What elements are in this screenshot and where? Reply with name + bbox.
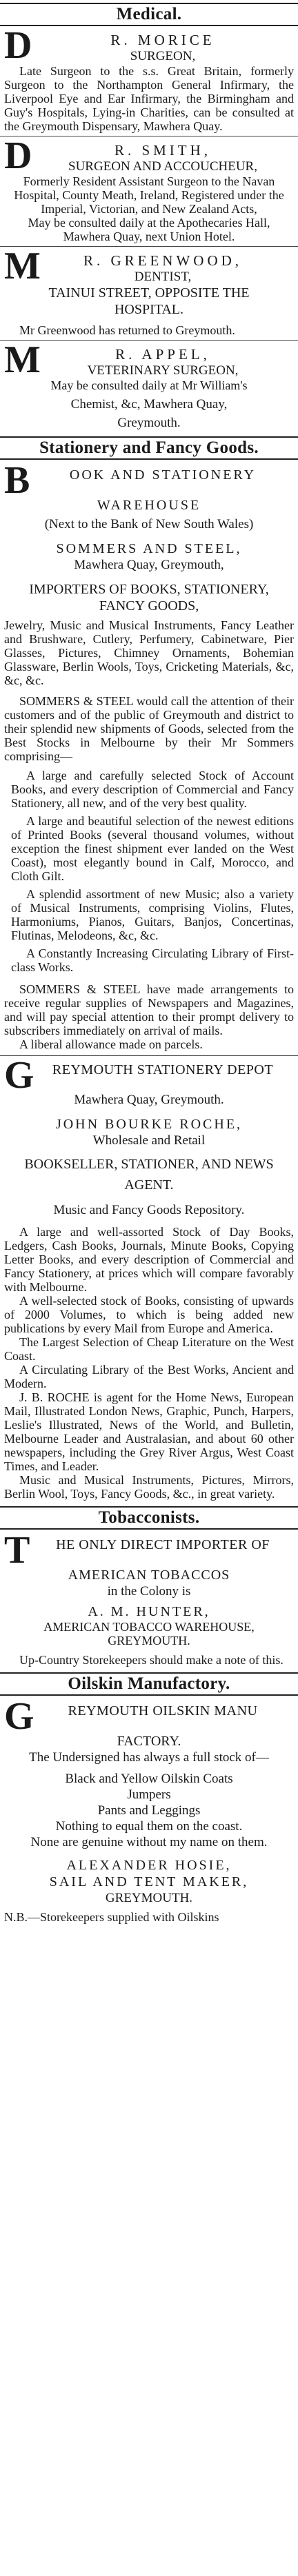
drop-cap: D	[4, 24, 32, 67]
advert-address: Mawhera Quay, Greymouth,	[74, 558, 224, 572]
advert-paragraph: A well-selected stock of Books, consisting of upwards of 2000 Volumes, to which is being added new publications by every Mail from Europe and America.	[4, 1294, 294, 1335]
advert-repository: Music and Fancy Goods Repository.	[53, 1203, 245, 1217]
advert-title: SURGEON AND ACCOUCHEUR,	[68, 159, 257, 174]
advert-title-2: WAREHOUSE	[97, 498, 201, 513]
advert-address: TAINUI STREET, OPPOSITE THE HOSPITAL.	[48, 285, 250, 317]
drop-cap: T	[4, 1529, 30, 1572]
advert-roche	[0, 1056, 298, 1501]
advert-name: ALEXANDER HOSIE,	[66, 1858, 232, 1873]
advert-title: OOK AND STATIONERY	[69, 467, 257, 483]
advert-intro: SOMMERS & STEEL would call the attention of their customers and of the public of Greymouth and district to their splendid new shipments of Goods, selected from the Best Stocks in Melbourne by their Mr Sommers comprising—	[4, 694, 294, 763]
advert-name: R. MORICE	[110, 32, 215, 48]
advert-importers: IMPORTERS OF BOOKS, STATIONERY, FANCY GOODS,	[29, 582, 269, 613]
advert-lines: Jewelry, Music and Musical Instruments, Fancy Leather and Brushware, Cutlery, Perfumery, Cabinetware, Pier Glasses, Pictures, Chimney Ornaments, Bohemian Glassware, Berlin Wools, Toys, Cricketing Materials, &c, &c, &c.	[4, 618, 294, 687]
advert-line: HE ONLY DIRECT IMPORTER OF	[56, 1537, 270, 1552]
advert-place: GREYMOUTH.	[105, 1891, 193, 1905]
advert-morice	[0, 26, 298, 133]
advert-body: May be consulted daily at Mr William's	[50, 378, 248, 392]
advert-arrangements: SOMMERS & STEEL have made arrangements to receive regular supplies of Newspapers and Magazines, and will pay special attention to their prompt delivery to subscribers immediately on arrival of mails.	[4, 982, 294, 1037]
drop-cap: G	[4, 1695, 34, 1738]
advert-body: Mr Greenwood has returned to Greymouth.	[19, 323, 235, 337]
advert-paragraph: The Largest Selection of Cheap Literature on the West Coast.	[4, 1335, 294, 1363]
advert-name: JOHN BOURKE ROCHE,	[55, 1117, 243, 1132]
drop-cap: M	[4, 338, 41, 381]
advert-body-2: Chemist, &c, Mawhera Quay,	[70, 397, 228, 412]
drop-cap: G	[4, 1054, 34, 1097]
advert-paragraph: Music and Musical Instruments, Pictures, Mirrors, Berlin Wool, Toys, Fancy Goods, &c., in great variety.	[4, 1473, 294, 1501]
advert-line-2: AMERICAN TOBACCOS	[68, 1568, 230, 1583]
advert-trade: SAIL AND TENT MAKER,	[49, 1874, 249, 1889]
list-item: A large and beautiful selection of the newest editions of Printed Books (several thousand volumes, without exception the finest shipment ever landed on the West Coast), most elegantly bound in Calf, Morocco, and Cloth Gilt.	[11, 814, 294, 883]
advert-name: R. GREENWOOD,	[83, 252, 243, 269]
advert-hosie	[0, 1696, 298, 1924]
advert-hunter	[0, 1530, 298, 1667]
advert-paragraph: A Circulating Library of the Best Works, Ancient and Modern.	[4, 1363, 294, 1390]
advert-trade-2: BOOKSELLER, STATIONER, AND NEWS AGENT.	[24, 1157, 274, 1193]
advert-name: R. SMITH,	[114, 142, 212, 159]
advert-supply: The Undersigned has always a full stock of—	[29, 1750, 269, 1765]
advert-goods: Jumpers	[127, 1787, 171, 1802]
advert-line-3: in the Colony is	[107, 1584, 191, 1599]
list-item: A large and carefully selected Stock of Account Books, and every description of Commercial and Fancy Stationery, all new, and of the very best quality.	[11, 769, 294, 810]
advert-location: (Next to the Bank of New South Wales)	[44, 517, 254, 531]
advert-title: SURGEON,	[130, 49, 196, 63]
advert-body: Late Surgeon to the s.s. Great Britain, formerly Surgeon to the Northampton General Infirmary, the Liverpool Eye and Ear Infirmary, the Birmingham and Guy's Hospitals, Lying-in Charities, can be consulted at the Greymouth Dispensary, Mawhera Quay.	[4, 64, 294, 133]
advert-allowance: A liberal allowance made on parcels.	[19, 1037, 203, 1051]
advert-title: DENTIST,	[134, 270, 192, 284]
drop-cap: M	[4, 245, 41, 287]
advert-body-3: Greymouth.	[117, 416, 181, 430]
advert-warehouse: AMERICAN TOBACCO WAREHOUSE, GREYMOUTH.	[43, 1620, 255, 1647]
advert-firm: SOMMERS AND STEEL,	[56, 541, 242, 556]
advert-line-2: FACTORY.	[117, 1734, 181, 1749]
advert-appel	[0, 338, 298, 431]
advert-address: Mawhera Quay, Greymouth.	[74, 1093, 224, 1107]
advert-guarantee: None are genuine without my name on them.	[30, 1835, 268, 1849]
list-item: A splendid assortment of new Music; also a variety of Musical Instruments, comprising Violins, Flutes, Harmoniums, Pianos, Guitars, Banjos, Concertinas, Flutinas, Melodeons, &c, &c.	[11, 887, 294, 942]
section-heading-stationery: Stationery and Fancy Goods.	[39, 438, 259, 457]
advert-goods: Black and Yellow Oilskin Coats	[65, 1772, 233, 1786]
advert-trade: Wholesale and Retail	[92, 1133, 206, 1148]
advert-note: Up-Country Storekeepers should make a note of this.	[19, 1653, 284, 1667]
section-heading-tobacconists: Tobacconists.	[98, 1508, 200, 1527]
advert-greenwood	[0, 247, 298, 337]
advert-goods: Pants and Leggings	[97, 1803, 201, 1818]
advert-title: REYMOUTH STATIONERY DEPOT	[52, 1062, 274, 1077]
drop-cap: D	[4, 134, 32, 177]
advert-smith	[0, 136, 298, 243]
drop-cap: B	[4, 459, 30, 502]
advert-consult: May be consulted daily at the Apothecaries Hall, Mawhera Quay, next Union Hotel.	[28, 216, 270, 243]
advert-body: Formerly Resident Assistant Surgeon to the Navan Hospital, County Meath, Ireland, Registered under the Imperial, Victorian, and New Zealand Acts,	[14, 174, 284, 216]
advert-sommers-steel	[0, 460, 298, 1051]
advert-name: A. M. HUNTER,	[88, 1604, 210, 1619]
advert-name: R. APPEL,	[115, 346, 210, 363]
section-heading-oilskin: Oilskin Manufactory.	[68, 1674, 230, 1693]
list-item: A Constantly Increasing Circulating Library of First-class Works.	[11, 946, 294, 974]
section-heading-medical: Medical.	[116, 5, 182, 23]
advert-line: REYMOUTH OILSKIN MANU	[68, 1703, 258, 1718]
advert-nb: N.B.—Storekeepers supplied with Oilskins	[4, 1910, 219, 1924]
advert-paragraph: A large and well-assorted Stock of Day Books, Ledgers, Cash Books, Journals, Minute Books, Copying Letter Books, and every description of Commercial and Fancy Stationery, at prices which will compare favorably with Melbourne.	[4, 1225, 294, 1294]
advert-title: VETERINARY SURGEON,	[87, 363, 239, 378]
advert-paragraph: J. B. ROCHE is agent for the Home News, European Mail, Illustrated London News, Graphic, Punch, Harpers, Leslie's Illustrated, News of the World, and Bulletin, Melbourne Leader and Australasian, and about 60 other newspapers, including the Grey River Argus, West Coast Times, and Leader.	[4, 1390, 294, 1473]
advert-claim: Nothing to equal them on the coast.	[55, 1819, 243, 1834]
